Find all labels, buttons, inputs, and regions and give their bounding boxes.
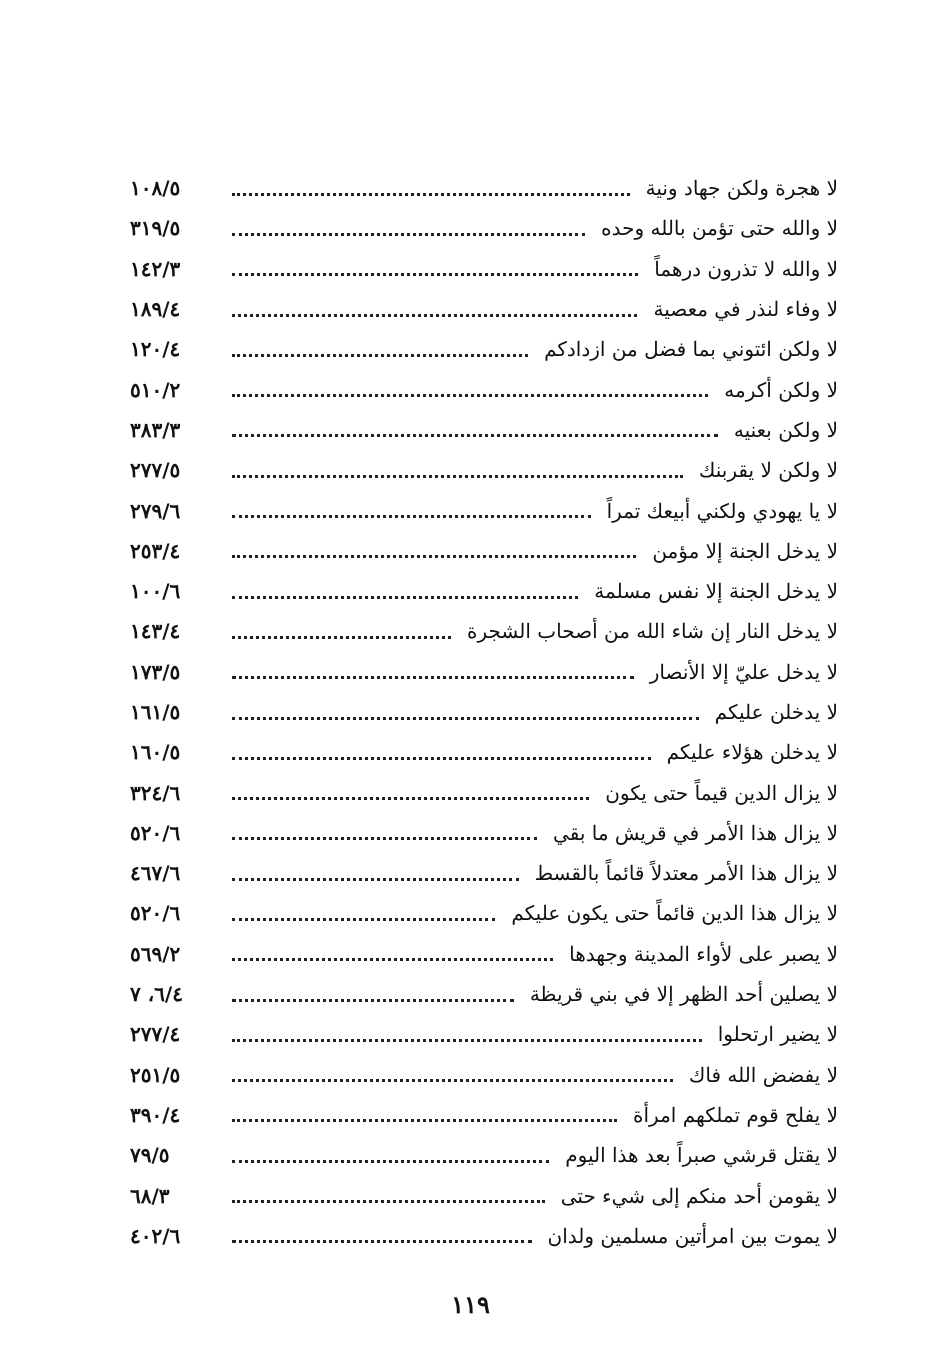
index-entry xyxy=(130,168,838,208)
index-entry xyxy=(130,531,838,571)
entry-text: لا يفضض الله فاك xyxy=(688,1062,838,1087)
entry-text: لا يزال هذا الأمر في قريش ما بقي xyxy=(553,820,838,845)
dot-leader xyxy=(232,1119,617,1122)
entry-text: لا يصلين أحد الظهر إلا في بني قريظة xyxy=(529,982,838,1007)
entry-text: لا يقتل قرشي صبراً بعد هذا اليوم xyxy=(565,1143,838,1168)
dot-leader xyxy=(232,1200,545,1203)
index-entry xyxy=(130,934,838,974)
entry-reference: ٥١٠/٢ xyxy=(130,377,181,402)
index-entry xyxy=(130,692,838,732)
entry-text: لا والله حتى تؤمن بالله وحده xyxy=(601,216,838,241)
entry-text: لا يدخل الجنة إلا مؤمن xyxy=(652,538,838,563)
entry-text: لا يقومن أحد منكم إلى شيء حتى xyxy=(560,1183,838,1208)
dot-leader xyxy=(232,1240,532,1243)
dot-leader xyxy=(232,434,718,437)
index-entry xyxy=(130,813,838,853)
index-entry xyxy=(130,893,838,933)
entry-reference: ١٤٣/٤ xyxy=(130,619,181,644)
index-entry xyxy=(130,652,838,692)
dot-leader xyxy=(232,999,514,1002)
entry-text: لا يزال هذا الدين قائماً حتى يكون عليكم xyxy=(511,901,838,926)
entry-text: لا يزال الدين قيماً حتى يكون xyxy=(605,780,838,805)
index-entry xyxy=(130,490,838,530)
entry-text: لا يدخل النار إن شاء الله من أصحاب الشجرة xyxy=(467,619,838,644)
dot-leader xyxy=(232,918,495,921)
entry-reference: ٢٧٩/٦ xyxy=(130,498,181,523)
entry-reference: ٣٩٠/٤ xyxy=(130,1102,181,1127)
entry-reference: ٧٩/٥ xyxy=(130,1143,170,1168)
entry-reference: ١٦٠/٥ xyxy=(130,740,181,765)
entry-reference: ٢٥٣/٤ xyxy=(130,538,181,563)
entry-text: لا يدخلن هؤلاء عليكم xyxy=(666,740,838,765)
entry-reference: ١٠٨/٥ xyxy=(130,176,181,201)
entry-text: لا يدخلن عليكم xyxy=(714,700,838,724)
entry-text: لا يا يهودي ولكني أبيعك تمراً xyxy=(606,498,838,523)
entry-reference: ٢٧٧/٤ xyxy=(130,1022,181,1047)
entry-reference: ١٦١/٥ xyxy=(130,700,181,724)
dot-leader xyxy=(232,555,636,558)
index-entry xyxy=(130,772,838,812)
index-entry xyxy=(130,249,838,289)
entry-reference: ٣١٩/٥ xyxy=(130,216,181,241)
dot-leader xyxy=(232,636,451,639)
dot-leader xyxy=(232,1079,673,1082)
entry-reference: ٥٦٩/٢ xyxy=(130,941,181,966)
dot-leader xyxy=(232,837,537,840)
dot-leader xyxy=(232,273,638,276)
index-entry xyxy=(130,1055,838,1095)
index-entry xyxy=(130,289,838,329)
index-entry xyxy=(130,1135,838,1175)
entry-text: لا ولكن بعنيه xyxy=(733,417,838,442)
dot-leader xyxy=(232,757,651,760)
index-entry xyxy=(130,1095,838,1135)
dot-leader xyxy=(232,878,519,881)
dot-leader xyxy=(232,797,589,800)
entry-reference: ١٤٢/٣ xyxy=(130,256,181,281)
dot-leader xyxy=(232,394,708,397)
entry-reference: ٦٨/٣ xyxy=(130,1183,170,1208)
entry-text: لا يموت بين امرأتين مسلمين ولدان xyxy=(547,1223,838,1248)
entry-text: لا يدخل عليّ إلا الأنصار xyxy=(649,659,838,684)
entry-reference: ١٠٠/٦ xyxy=(130,579,181,604)
dot-leader xyxy=(232,676,634,679)
index-entry xyxy=(130,732,838,772)
entry-reference: ١٢٠/٤ xyxy=(130,337,181,362)
index-entry xyxy=(130,329,838,369)
entry-reference: ١٧٣/٥ xyxy=(130,659,181,684)
dot-leader xyxy=(232,314,637,317)
entry-reference: ١٨٩/٤ xyxy=(130,297,181,322)
entry-text: لا وفاء لنذر في معصية xyxy=(653,297,838,322)
dot-leader xyxy=(232,1039,702,1042)
index-entry xyxy=(130,853,838,893)
dot-leader xyxy=(232,475,683,478)
index-entry xyxy=(130,410,838,450)
index-entry xyxy=(130,1175,838,1215)
index-entry xyxy=(130,369,838,409)
entry-text: لا هجرة ولكن جهاد ونية xyxy=(645,176,838,201)
entry-reference: ٣٢٤/٦ xyxy=(130,780,181,805)
entry-reference: ٦/٤، ٧ xyxy=(130,982,183,1007)
entry-reference: ٤٠٢/٦ xyxy=(130,1223,181,1248)
entry-text: لا يضير ارتحلوا xyxy=(717,1022,838,1047)
entry-text: لا والله لا تذرون درهماً xyxy=(654,256,838,281)
hadith-index-list xyxy=(130,168,838,1256)
index-entry xyxy=(130,974,838,1014)
entry-text: لا ولكن ائتوني بما فضل من ازدادكم xyxy=(544,337,838,362)
index-entry xyxy=(130,1014,838,1054)
page-number: ١١٩ xyxy=(451,1290,490,1319)
entry-text: لا يفلح قوم تملكهم امرأة xyxy=(633,1102,838,1127)
index-entry xyxy=(130,611,838,651)
entry-text: لا يزال هذا الأمر معتدلاً قائماً بالقسط xyxy=(534,861,838,886)
dot-leader xyxy=(232,596,578,599)
index-entry xyxy=(130,208,838,248)
index-entry xyxy=(130,450,838,490)
entry-text: لا ولكن أكرمه xyxy=(724,377,838,402)
entry-text: لا يصبر على لأواء المدينة وجهدها xyxy=(569,941,838,966)
dot-leader xyxy=(232,233,585,236)
entry-reference: ٢٥١/٥ xyxy=(130,1062,181,1087)
entry-reference: ٣٨٣/٣ xyxy=(130,417,181,442)
entry-text: لا يدخل الجنة إلا نفس مسلمة xyxy=(594,579,838,604)
dot-leader xyxy=(232,193,630,196)
dot-leader xyxy=(232,1160,549,1163)
entry-reference: ٥٢٠/٦ xyxy=(130,820,181,845)
index-entry xyxy=(130,1216,838,1256)
dot-leader xyxy=(232,717,699,720)
entry-text: لا ولكن لا يقربنك xyxy=(698,458,838,483)
dot-leader xyxy=(232,958,553,961)
entry-reference: ٤٦٧/٦ xyxy=(130,861,181,886)
dot-leader xyxy=(232,515,591,518)
index-entry xyxy=(130,571,838,611)
entry-reference: ٥٢٠/٦ xyxy=(130,901,181,926)
entry-reference: ٢٧٧/٥ xyxy=(130,458,181,483)
dot-leader xyxy=(232,354,528,357)
